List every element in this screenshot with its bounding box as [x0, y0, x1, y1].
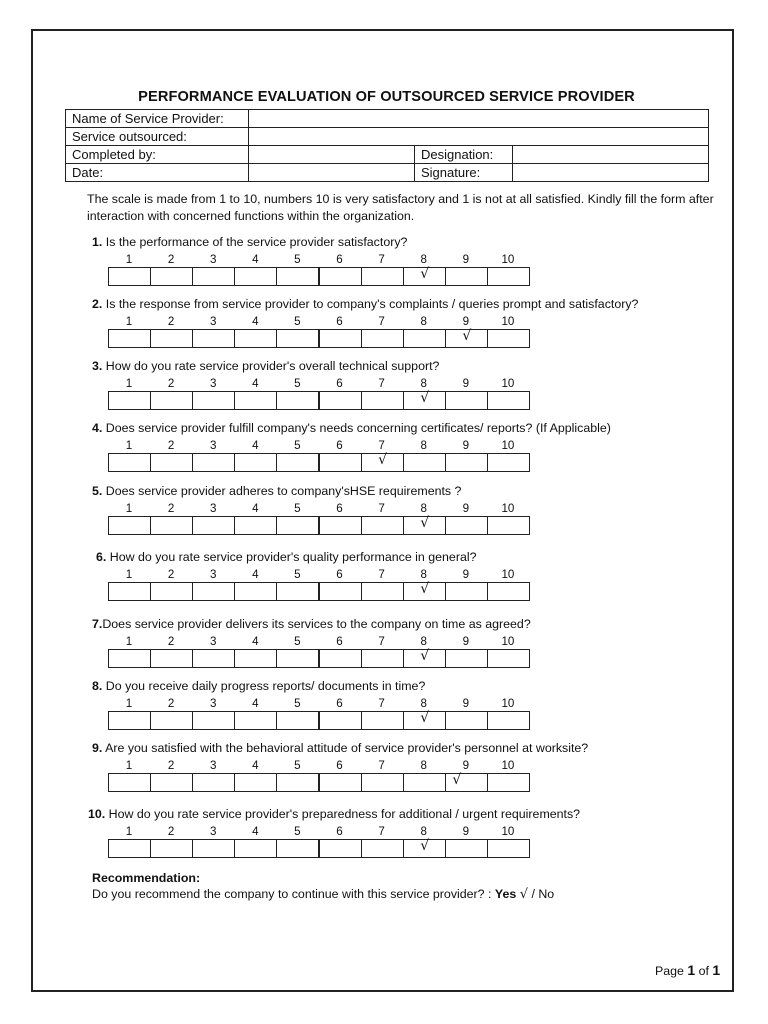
scale-number: 6: [336, 502, 343, 515]
scale-number: 1: [125, 315, 133, 328]
question-text: [92, 679, 425, 693]
scale-number: 10: [501, 253, 515, 266]
rating-box[interactable]: [361, 649, 404, 668]
rating-box[interactable]: [192, 649, 235, 668]
rating-box[interactable]: [487, 391, 530, 410]
question-text: [96, 550, 476, 564]
question-label: How do you rate service provider's preparedness for additional / urgent requirements?: [105, 807, 581, 821]
question-text: [92, 617, 531, 631]
scale-number: 1: [125, 825, 133, 838]
scale-number: 5: [294, 759, 301, 772]
rating-box[interactable]: [276, 711, 319, 730]
rating-box[interactable]: [487, 516, 530, 535]
name-label: Name of Service Provider:: [66, 110, 249, 128]
question-number: 3.: [92, 359, 103, 373]
rating-box[interactable]: [361, 773, 404, 792]
rating-box[interactable]: [192, 773, 235, 792]
scale-number: 1: [125, 635, 133, 648]
scale-number: 7: [378, 439, 385, 452]
rating-box[interactable]: [445, 453, 488, 472]
scale-number: 4: [252, 502, 259, 515]
scale-number: 9: [462, 315, 470, 328]
question-number: 5.: [92, 484, 103, 498]
rating-boxes: [108, 839, 530, 858]
rating-box[interactable]: [150, 711, 193, 730]
scale-number: 3: [209, 253, 217, 266]
rating-box[interactable]: [403, 516, 446, 535]
rating-box[interactable]: [192, 711, 235, 730]
scale-number: 5: [294, 315, 301, 328]
rating-box[interactable]: [361, 267, 404, 286]
scale-number: 1: [125, 502, 133, 515]
scale-number: 9: [462, 502, 470, 515]
scale-number: 4: [252, 635, 259, 648]
question-label: Is the performance of the service provider satisfactory?: [102, 235, 408, 249]
check-mark-icon: √: [420, 515, 430, 531]
scale-number: 5: [294, 825, 301, 838]
scale-number: 9: [462, 377, 470, 390]
question-number: 10.: [88, 807, 106, 821]
rating-box[interactable]: [234, 391, 277, 410]
rating-box[interactable]: [445, 649, 488, 668]
check-mark-icon: √: [420, 648, 430, 664]
rating-box[interactable]: [150, 839, 193, 858]
scale-number: 1: [125, 377, 133, 390]
scale-number: 9: [462, 253, 470, 266]
question-text: [92, 235, 407, 249]
rating-box[interactable]: [403, 711, 446, 730]
scale-number: 4: [252, 825, 259, 838]
scale-number: 2: [167, 568, 175, 581]
rating-box[interactable]: [403, 582, 446, 601]
rating-box[interactable]: [445, 839, 488, 858]
rating-box[interactable]: [108, 773, 151, 792]
rating-scale-labels: [108, 502, 530, 516]
scale-number: 3: [209, 439, 217, 452]
rating-box[interactable]: [319, 267, 362, 286]
scale-number: 7: [378, 825, 385, 838]
scale-number: 3: [209, 635, 217, 648]
rating-box[interactable]: [234, 582, 277, 601]
scale-number: 6: [336, 697, 343, 710]
rating-box[interactable]: [150, 391, 193, 410]
rating-box[interactable]: [234, 649, 277, 668]
scale-number: 10: [501, 825, 515, 838]
scale-number: 5: [294, 697, 301, 710]
scale-number: 1: [125, 568, 133, 581]
page-current: 1: [687, 962, 696, 978]
page-label: Page: [655, 964, 688, 978]
rating-boxes: [108, 582, 530, 601]
rating-box[interactable]: [108, 649, 151, 668]
scale-number: 1: [125, 439, 133, 452]
page-of-label: of: [695, 964, 713, 978]
rating-box[interactable]: [108, 329, 151, 348]
scale-number: 9: [462, 759, 470, 772]
scale-number: 10: [501, 635, 515, 648]
rating-scale-labels: [108, 377, 530, 391]
scale-number: 10: [501, 377, 515, 390]
rating-box[interactable]: [487, 839, 530, 858]
page-number: [655, 962, 720, 978]
scale-number: 2: [167, 697, 175, 710]
question-label: Does service provider adheres to company'sHSE requirements ?: [102, 484, 462, 498]
rating-scale-labels: [108, 253, 530, 267]
rating-box[interactable]: [487, 582, 530, 601]
scale-number: 2: [167, 502, 175, 515]
service-label: Service outsourced:: [66, 128, 249, 146]
rating-box[interactable]: [192, 582, 235, 601]
rating-box[interactable]: [319, 582, 362, 601]
scale-number: 9: [462, 697, 470, 710]
scale-number: 7: [378, 253, 385, 266]
rating-box[interactable]: [403, 649, 446, 668]
rating-scale-labels: [108, 439, 530, 453]
rating-box[interactable]: [276, 391, 319, 410]
rating-box[interactable]: [403, 839, 446, 858]
scale-instructions: The scale is made from 1 to 10, numbers 10 is very satisfactory and 1 is not at all satisfied. Kindly fill the form after interaction with concerned functions within the organization.: [87, 192, 714, 223]
rating-boxes: [108, 267, 530, 286]
rating-box[interactable]: [361, 329, 404, 348]
scale-number: 7: [378, 697, 385, 710]
rating-box[interactable]: [108, 582, 151, 601]
question-label: Do you receive daily progress reports/ documents in time?: [102, 679, 426, 693]
rating-scale-labels: [108, 635, 530, 649]
question-label: How do you rate service provider's overall technical support?: [102, 359, 440, 373]
rating-box[interactable]: [234, 516, 277, 535]
scale-number: 7: [378, 315, 385, 328]
rating-box[interactable]: [276, 453, 319, 472]
scale-number: 4: [252, 439, 259, 452]
rating-box[interactable]: [108, 391, 151, 410]
rating-box[interactable]: [192, 391, 235, 410]
question-number: 1.: [92, 235, 103, 249]
rating-boxes: [108, 711, 530, 730]
scale-number: 7: [378, 568, 385, 581]
scale-number: 3: [209, 825, 217, 838]
rating-box[interactable]: [487, 453, 530, 472]
rating-box[interactable]: [234, 839, 277, 858]
rating-box[interactable]: [403, 453, 446, 472]
rating-box[interactable]: [150, 453, 193, 472]
rating-box[interactable]: [192, 329, 235, 348]
rating-box[interactable]: [403, 329, 446, 348]
rating-box[interactable]: [487, 773, 530, 792]
completed-by-label: Completed by:: [66, 146, 249, 164]
rating-box[interactable]: [108, 267, 151, 286]
question-label: Does service provider delivers its services to the company on time as agreed?: [102, 617, 531, 631]
rating-box[interactable]: [445, 582, 488, 601]
scale-number: 3: [209, 759, 217, 772]
question-number: 6.: [96, 550, 107, 564]
rating-box[interactable]: [319, 839, 362, 858]
scale-number: 1: [125, 697, 133, 710]
scale-number: 9: [462, 635, 470, 648]
rating-box[interactable]: [192, 453, 235, 472]
rating-box[interactable]: [234, 453, 277, 472]
scale-number: 8: [420, 439, 427, 452]
rating-scale-labels: [108, 759, 530, 773]
scale-number: 6: [336, 825, 343, 838]
recommendation-yes-option[interactable]: Yes: [494, 887, 517, 901]
scale-number: 8: [420, 759, 427, 772]
scale-number: 8: [420, 502, 427, 515]
rating-box[interactable]: [319, 711, 362, 730]
rating-box[interactable]: [445, 391, 488, 410]
provider-info-table: [65, 109, 709, 182]
check-mark-icon: √: [378, 452, 388, 468]
question-text: [92, 297, 638, 311]
scale-number: 4: [252, 315, 259, 328]
scale-number: 8: [420, 253, 427, 266]
scale-number: 2: [167, 439, 175, 452]
scale-number: 10: [501, 502, 515, 515]
rating-scale-labels: [108, 825, 530, 839]
question-text: [92, 741, 588, 755]
rating-box[interactable]: [361, 839, 404, 858]
scale-number: 5: [294, 502, 301, 515]
rating-box[interactable]: [234, 329, 277, 348]
scale-number: 6: [336, 568, 343, 581]
rating-boxes: [108, 773, 530, 792]
designation-label: Designation:: [415, 146, 513, 164]
scale-number: 2: [167, 377, 175, 390]
scale-number: 4: [252, 697, 259, 710]
rating-box[interactable]: [192, 267, 235, 286]
scale-number: 2: [167, 635, 175, 648]
scale-number: 10: [501, 697, 515, 710]
scale-number: 9: [462, 825, 470, 838]
scale-number: 2: [167, 825, 175, 838]
question-number: 9.: [92, 741, 103, 755]
scale-number: 2: [167, 253, 175, 266]
rating-box[interactable]: [108, 839, 151, 858]
rating-box[interactable]: [403, 267, 446, 286]
check-mark-icon: √: [420, 838, 430, 854]
rating-box[interactable]: [276, 329, 319, 348]
question-text: [92, 359, 439, 373]
date-field[interactable]: [249, 164, 415, 182]
scale-number: 5: [294, 377, 301, 390]
question-number: 2.: [92, 297, 103, 311]
scale-number: 5: [294, 635, 301, 648]
date-label: Date:: [66, 164, 249, 182]
scale-number: 8: [420, 377, 427, 390]
scale-number: 7: [378, 377, 385, 390]
scale-number: 10: [501, 439, 515, 452]
rating-box[interactable]: [361, 453, 404, 472]
rating-boxes: [108, 516, 530, 535]
scale-number: 8: [420, 568, 427, 581]
check-mark-icon: √: [420, 710, 430, 726]
scale-number: 9: [462, 439, 470, 452]
signature-field[interactable]: [513, 164, 709, 182]
scale-number: 5: [294, 253, 301, 266]
scale-number: 5: [294, 439, 301, 452]
rating-boxes: [108, 453, 530, 472]
designation-field[interactable]: [513, 146, 709, 164]
recommendation-no-option[interactable]: / No: [528, 887, 555, 901]
rating-box[interactable]: [276, 649, 319, 668]
recommendation-question: [92, 887, 554, 902]
scale-number: 10: [501, 315, 515, 328]
question-number: 7.: [92, 617, 103, 631]
question-label: How do you rate service provider's quality performance in general?: [106, 550, 477, 564]
rating-box[interactable]: [150, 329, 193, 348]
rating-box[interactable]: [319, 453, 362, 472]
rating-box[interactable]: [150, 582, 193, 601]
rating-box[interactable]: [361, 711, 404, 730]
question-text: [88, 807, 580, 821]
check-mark-icon: √: [462, 328, 472, 344]
scale-number: 10: [501, 759, 515, 772]
scale-number: 3: [209, 315, 217, 328]
rating-box[interactable]: [276, 516, 319, 535]
page-total: 1: [712, 962, 721, 978]
scale-number: 6: [336, 315, 343, 328]
rating-box[interactable]: [319, 329, 362, 348]
form-title: PERFORMANCE EVALUATION OF OUTSOURCED SERVICE PROVIDER: [138, 89, 635, 105]
rating-box[interactable]: [445, 329, 488, 348]
rating-box[interactable]: [276, 582, 319, 601]
rating-box[interactable]: [487, 711, 530, 730]
rating-box[interactable]: [319, 516, 362, 535]
check-mark-icon: √: [452, 772, 462, 788]
scale-number: 3: [209, 377, 217, 390]
rating-box[interactable]: [150, 649, 193, 668]
scale-number: 7: [378, 759, 385, 772]
question-label: Are you satisfied with the behavioral attitude of service provider's personnel at worksite?: [102, 741, 589, 755]
scale-number: 1: [125, 253, 133, 266]
scale-number: 7: [378, 502, 385, 515]
rating-box[interactable]: [108, 453, 151, 472]
recommendation-heading: Recommendation:: [92, 871, 201, 885]
rating-box[interactable]: [192, 516, 235, 535]
rating-box[interactable]: [487, 649, 530, 668]
rating-boxes: [108, 649, 530, 668]
scale-number: 8: [420, 825, 427, 838]
rating-box[interactable]: [445, 773, 488, 792]
scale-number: 3: [209, 697, 217, 710]
rating-boxes: [108, 391, 530, 410]
scale-number: 3: [209, 568, 217, 581]
rating-boxes: [108, 329, 530, 348]
scale-number: 6: [336, 253, 343, 266]
scale-number: 10: [501, 568, 515, 581]
scale-number: 6: [336, 439, 343, 452]
scale-number: 4: [252, 759, 259, 772]
scale-number: 3: [209, 502, 217, 515]
rating-box[interactable]: [403, 391, 446, 410]
scale-number: 1: [125, 759, 133, 772]
scale-number: 9: [462, 568, 470, 581]
question-label: Does service provider fulfill company's needs concerning certificates/ reports? (If Applicable): [102, 421, 611, 435]
scale-number: 2: [167, 759, 175, 772]
rating-box[interactable]: [319, 773, 362, 792]
rating-box[interactable]: [487, 267, 530, 286]
scale-number: 8: [420, 697, 427, 710]
check-mark-icon: √: [420, 266, 430, 282]
scale-number: 4: [252, 253, 259, 266]
scale-number: 6: [336, 377, 343, 390]
name-field[interactable]: [249, 110, 709, 128]
rating-box[interactable]: [150, 267, 193, 286]
question-text: [92, 484, 461, 498]
scale-number: 6: [336, 635, 343, 648]
scale-number: 8: [420, 315, 427, 328]
rating-box[interactable]: [445, 711, 488, 730]
service-field[interactable]: [249, 128, 709, 146]
rating-box[interactable]: [445, 516, 488, 535]
scale-number: 4: [252, 568, 259, 581]
rating-box[interactable]: [403, 773, 446, 792]
rating-box[interactable]: [361, 582, 404, 601]
rating-box[interactable]: [234, 711, 277, 730]
question-text: [92, 421, 611, 435]
rating-box[interactable]: [319, 649, 362, 668]
rating-box[interactable]: [487, 329, 530, 348]
recommendation-tick-mark: √: [519, 887, 529, 902]
rating-box[interactable]: [108, 711, 151, 730]
question-number: 4.: [92, 421, 103, 435]
question-number: 8.: [92, 679, 103, 693]
rating-scale-labels: [108, 315, 530, 329]
rating-box[interactable]: [361, 516, 404, 535]
rating-box[interactable]: [319, 391, 362, 410]
rating-box[interactable]: [234, 773, 277, 792]
recommendation-question-text: Do you recommend the company to continue with this service provider? :: [92, 887, 495, 901]
check-mark-icon: √: [420, 581, 430, 597]
scale-number: 4: [252, 377, 259, 390]
rating-box[interactable]: [361, 391, 404, 410]
scale-number: 2: [167, 315, 175, 328]
rating-box[interactable]: [276, 267, 319, 286]
rating-box[interactable]: [192, 839, 235, 858]
question-label: Is the response from service provider to company's complaints / queries prompt and satisfactory?: [102, 297, 639, 311]
scale-number: 6: [336, 759, 343, 772]
scale-number: 8: [420, 635, 427, 648]
rating-scale-labels: [108, 568, 530, 582]
scale-number: 5: [294, 568, 301, 581]
check-mark-icon: √: [420, 390, 430, 406]
rating-box[interactable]: [234, 267, 277, 286]
rating-scale-labels: [108, 697, 530, 711]
rating-box[interactable]: [276, 773, 319, 792]
rating-box[interactable]: [445, 267, 488, 286]
rating-box[interactable]: [150, 516, 193, 535]
rating-box[interactable]: [276, 839, 319, 858]
completed-by-field[interactable]: [249, 146, 415, 164]
signature-label: Signature:: [415, 164, 513, 182]
rating-box[interactable]: [150, 773, 193, 792]
rating-box[interactable]: [108, 516, 151, 535]
scale-number: 7: [378, 635, 385, 648]
